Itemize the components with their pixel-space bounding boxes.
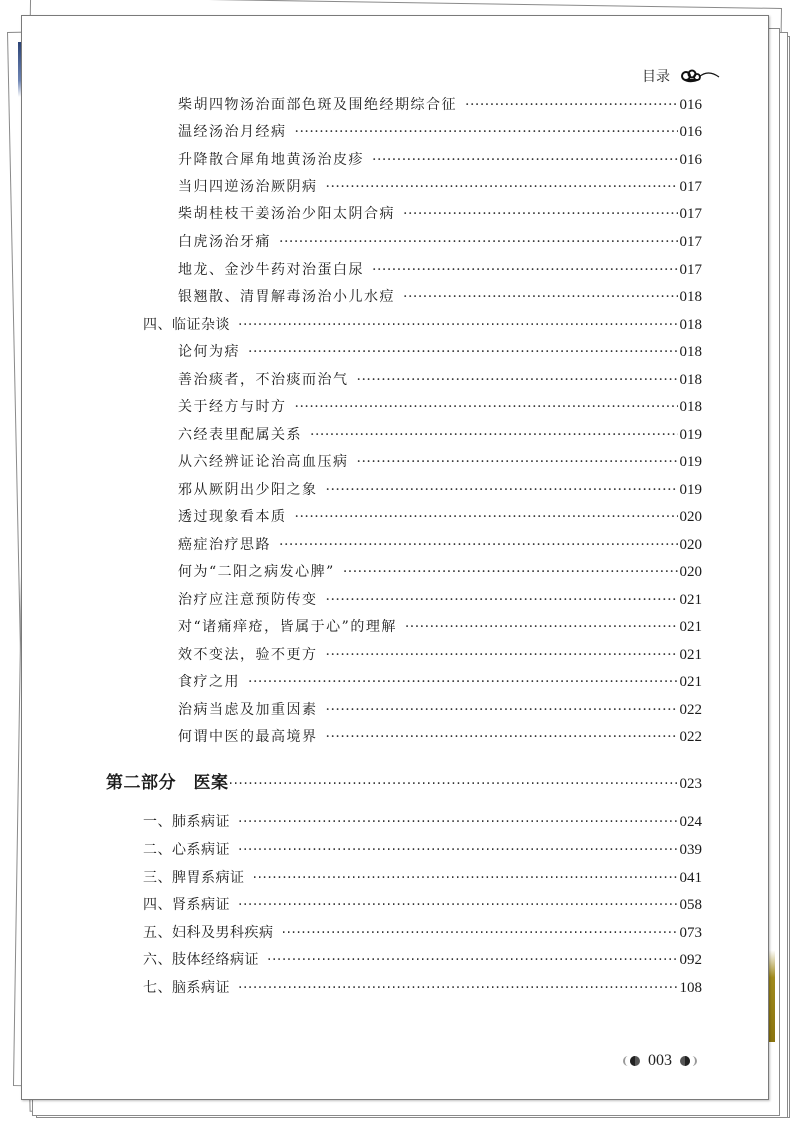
dot-leader (279, 537, 678, 553)
page-number: 003 (648, 1052, 672, 1069)
dot-leader (343, 564, 678, 580)
header-title: 目录 (642, 69, 670, 85)
toc-entry-title: 温经汤治月经病 (178, 124, 287, 140)
dot-leader (295, 124, 678, 140)
toc-entry-title: 第二部分 医案 (106, 773, 229, 793)
toc-chapter-entry[interactable] (143, 839, 702, 863)
toc-entry-page: 016 (679, 152, 702, 168)
toc-entry-title: 效不变法，验不更方 (178, 647, 318, 663)
toc-chapter-entry[interactable] (143, 949, 702, 973)
dot-leader (405, 619, 678, 635)
dot-leader (238, 842, 678, 858)
dot-leader (282, 925, 678, 941)
toc-entry-page: 020 (679, 564, 702, 580)
toc-chapter-entry[interactable] (143, 977, 702, 1001)
toc-entry-page: 039 (679, 842, 702, 858)
toc-entry-title: 从六经辨证论治高血压病 (178, 454, 349, 470)
toc-page (21, 15, 769, 1100)
toc-entry-title: 论何为痞 (178, 344, 240, 360)
toc-entry-title: 六经表里配属关系 (178, 427, 302, 443)
toc-section-entry[interactable] (178, 259, 702, 283)
toc-entry-page: 022 (679, 729, 702, 745)
toc-entry-page: 019 (679, 427, 702, 443)
dot-leader (310, 427, 678, 443)
toc-entry-title: 食疗之用 (178, 674, 240, 690)
toc-entry-page: 021 (679, 592, 702, 608)
toc-entry-title: 四、肾系病证 (143, 897, 230, 913)
toc-entry-page: 017 (679, 262, 702, 278)
toc-section-entry[interactable] (178, 424, 702, 448)
toc-entry-title: 柴胡四物汤治面部色斑及围绝经期综合征 (178, 97, 457, 113)
dot-leader (326, 482, 678, 498)
toc-entry-title: 白虎汤治牙痛 (178, 234, 271, 250)
toc-entry-title: 升降散合犀角地黄汤治皮疹 (178, 152, 364, 168)
toc-section-entry[interactable] (178, 699, 702, 723)
cloud-scroll-ornament-icon (680, 67, 720, 85)
toc-entry-title: 癌症治疗思路 (178, 537, 271, 553)
dot-leader (279, 234, 678, 250)
dot-leader (238, 897, 678, 913)
dot-leader (372, 152, 678, 168)
toc-section-entry[interactable] (178, 506, 702, 530)
toc-entry-title: 治疗应注意预防传变 (178, 592, 318, 608)
toc-chapter-entry[interactable] (143, 811, 702, 835)
toc-entry-title: 三、脾胃系病证 (143, 870, 245, 886)
toc-entry-page: 018 (679, 317, 702, 333)
dot-leader (229, 776, 678, 792)
dot-leader (248, 674, 678, 690)
toc-section-entry[interactable] (178, 286, 702, 310)
toc-chapter-entry[interactable] (143, 867, 702, 891)
toc-entry-page: 018 (679, 399, 702, 415)
toc-entry-title: 地龙、金沙牛药对治蛋白尿 (178, 262, 364, 278)
dot-leader (403, 289, 678, 305)
dot-leader (372, 262, 678, 278)
dot-leader (357, 372, 678, 388)
toc-entry-page: 019 (679, 454, 702, 470)
toc-entry-page: 021 (679, 647, 702, 663)
toc-section-entry[interactable] (178, 479, 702, 503)
moon-phase-left-icon (622, 1055, 642, 1067)
toc-entry-page: 021 (679, 674, 702, 690)
toc-entry-page: 073 (679, 925, 702, 941)
toc-section-entry[interactable] (178, 726, 702, 750)
moon-phase-right-icon (678, 1055, 698, 1067)
toc-entry-title: 五、妇科及男科疾病 (143, 925, 274, 941)
toc-section-entry[interactable] (178, 644, 702, 668)
dot-leader (238, 317, 678, 333)
dot-leader (357, 454, 678, 470)
dot-leader (403, 206, 678, 222)
toc-entry-page: 020 (679, 537, 702, 553)
toc-entry-page: 108 (679, 980, 702, 996)
toc-entry-title: 透过现象看本质 (178, 509, 287, 525)
toc-section-entry[interactable] (178, 231, 702, 255)
toc-entry-title: 四、临证杂谈 (143, 317, 230, 333)
toc-section-entry[interactable] (178, 671, 702, 695)
toc-entry-page: 024 (679, 814, 702, 830)
toc-entry-page: 016 (679, 124, 702, 140)
toc-section-entry[interactable] (178, 451, 702, 475)
dot-leader (465, 97, 678, 113)
toc-section-entry[interactable] (178, 341, 702, 365)
dot-leader (248, 344, 678, 360)
toc-entry-title: 一、肺系病证 (143, 814, 230, 830)
dot-leader (295, 509, 678, 525)
toc-section-entry[interactable] (178, 149, 702, 173)
toc-entry-page: 018 (679, 289, 702, 305)
toc-entry-title: 六、肢体经络病证 (143, 952, 259, 968)
toc-section-entry[interactable] (178, 589, 702, 613)
running-header (642, 66, 720, 86)
toc-entry-page: 023 (679, 776, 702, 792)
toc-chapter-entry[interactable] (143, 314, 702, 338)
toc-entry-title: 何谓中医的最高境界 (178, 729, 318, 745)
toc-entry-title: 邪从厥阴出少阳之象 (178, 482, 318, 498)
toc-entry-page: 018 (679, 344, 702, 360)
toc-entry-page: 017 (679, 234, 702, 250)
toc-entry-title: 善治痰者，不治痰而治气 (178, 372, 349, 388)
toc-chapter-entry[interactable] (143, 922, 702, 946)
toc-entry-page: 022 (679, 702, 702, 718)
dot-leader (326, 702, 678, 718)
toc-entry-page: 041 (679, 870, 702, 886)
toc-entry-title: 关于经方与时方 (178, 399, 287, 415)
toc-entry-title: 银翘散、清胃解毒汤治小儿水痘 (178, 289, 395, 305)
toc-section-entry[interactable] (178, 616, 702, 640)
dot-leader (295, 399, 678, 415)
toc-entry-page: 017 (679, 179, 702, 195)
dot-leader (326, 729, 678, 745)
toc-entry-page: 019 (679, 482, 702, 498)
dot-leader (253, 870, 678, 886)
toc-entry-title: 柴胡桂枝干姜汤治少阳太阴合病 (178, 206, 395, 222)
toc-entry-page: 092 (679, 952, 702, 968)
toc-part-entry[interactable] (106, 768, 702, 792)
toc-section-entry[interactable] (178, 369, 702, 393)
toc-chapter-entry[interactable] (143, 894, 702, 918)
toc-section-entry[interactable] (178, 203, 702, 227)
gold-cover-edge (768, 950, 775, 1042)
toc-entry-title: 对“诸痛痒疮，皆属于心”的理解 (178, 619, 397, 635)
toc-entry-title: 何为“二阳之病发心脾” (178, 564, 335, 580)
dot-leader (326, 592, 678, 608)
dot-leader (267, 952, 678, 968)
dot-leader (326, 179, 678, 195)
dot-leader (238, 980, 678, 996)
dot-leader (238, 814, 678, 830)
toc-entry-page: 020 (679, 509, 702, 525)
toc-entry-page: 021 (679, 619, 702, 635)
toc-section-entry[interactable] (178, 94, 702, 118)
toc-entry-page: 016 (679, 97, 702, 113)
toc-section-entry[interactable] (178, 176, 702, 200)
toc-section-entry[interactable] (178, 561, 702, 585)
toc-section-entry[interactable] (178, 396, 702, 420)
toc-entry-title: 二、心系病证 (143, 842, 230, 858)
toc-entry-page: 017 (679, 206, 702, 222)
toc-entry-page: 058 (679, 897, 702, 913)
toc-entry-title: 七、脑系病证 (143, 980, 230, 996)
toc-entry-page: 018 (679, 372, 702, 388)
page-footer (622, 1052, 698, 1070)
dot-leader (326, 647, 678, 663)
toc-section-entry[interactable] (178, 121, 702, 145)
toc-section-entry[interactable] (178, 534, 702, 558)
toc-entry-title: 治病当虑及加重因素 (178, 702, 318, 718)
toc-entry-title: 当归四逆汤治厥阴病 (178, 179, 318, 195)
